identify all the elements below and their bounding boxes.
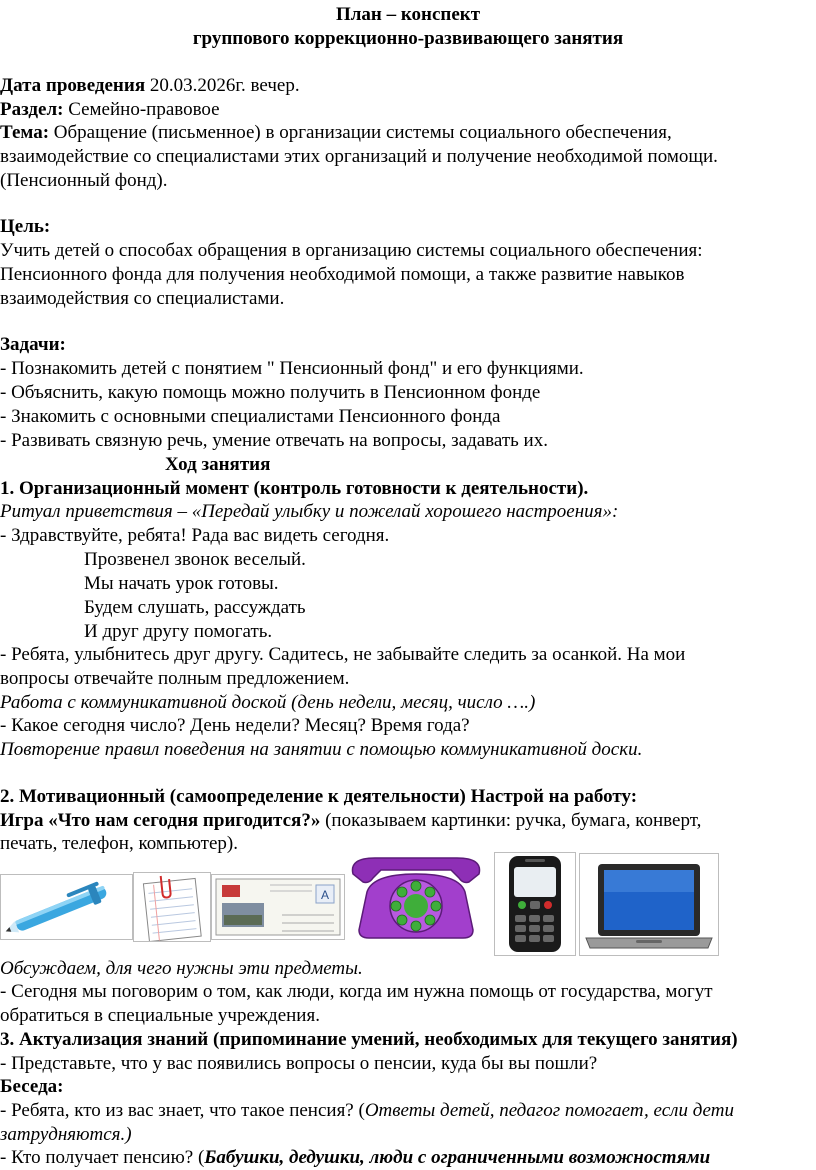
rotary-phone-picture bbox=[345, 852, 488, 942]
rotary-phone-icon bbox=[345, 852, 488, 942]
paper-icon bbox=[134, 873, 210, 941]
task-item: - Объяснить, какую помощь можно получить в Пенсионном фонде bbox=[0, 382, 541, 403]
envelope-icon bbox=[212, 875, 344, 939]
task-item: - Познакомить детей с понятием " Пенсионный фонд" и его функциями. bbox=[0, 358, 584, 379]
topic-text-1: Обращение (письменное) в организации системы социального обеспечения, bbox=[49, 122, 672, 143]
section-1-heading: 1. Организационный момент (контроль готовности к деятельности). bbox=[0, 478, 589, 499]
date-label: Дата проведения bbox=[0, 75, 146, 96]
section-3-heading: 3. Актуализация знаний (припоминание умений, необходимых для текущего занятия) bbox=[0, 1029, 738, 1050]
stamp-label: A bbox=[320, 888, 330, 902]
q2-text: - Кто получает пенсию? ( bbox=[0, 1147, 205, 1168]
topic-line-3: (Пенсионный фонд). bbox=[0, 170, 168, 191]
board-line: Работа с коммуникативной доской (день недели, месяц, число ….) bbox=[0, 692, 536, 713]
greeting-line: - Здравствуйте, ребята! Рада вас видеть сегодня. bbox=[0, 525, 390, 546]
today-line-1: - Сегодня мы поговорим о том, как люди, когда им нужна помощь от государства, могут bbox=[0, 981, 713, 1002]
lesson-heading: Ход занятия bbox=[165, 454, 271, 475]
section-line bbox=[0, 98, 220, 122]
task-item: - Знакомить с основными специалистами Пенсионного фонда bbox=[0, 406, 501, 427]
game-line bbox=[0, 809, 701, 833]
game-line-2: печать, телефон, компьютер). bbox=[0, 833, 238, 854]
mobile-phone-icon bbox=[495, 853, 575, 955]
q1-italic-line-2: затрудняются.) bbox=[0, 1124, 132, 1145]
section-value: Семейно-правовое bbox=[63, 99, 220, 120]
topic-line-2: взаимодействие со специалистами этих организаций и получение необходимой помощи. bbox=[0, 146, 718, 167]
tasks-label: Задачи: bbox=[0, 334, 66, 355]
game-label: Игра «Что нам сегодня пригодится?» bbox=[0, 810, 321, 831]
goal-line-3: взаимодействия со специалистами. bbox=[0, 288, 285, 309]
pen-icon bbox=[1, 875, 132, 939]
q1-text: - Ребята, кто из вас знает, что такое пенсия? ( bbox=[0, 1100, 365, 1121]
q2-bold-italic: Бабушки, дедушки, люди с ограниченными возможностями bbox=[204, 1147, 711, 1168]
today-line-2: обратиться в специальные учреждения. bbox=[0, 1005, 320, 1026]
poem-line: Мы начать урок готовы. bbox=[84, 573, 279, 594]
topic-label: Тема: bbox=[0, 122, 50, 143]
q1-line bbox=[0, 1099, 734, 1123]
rules-line: Повторение правил поведения на занятии с помощью коммуникативной доски. bbox=[0, 739, 643, 760]
mobile-phone-picture bbox=[494, 852, 576, 956]
pen-picture bbox=[0, 874, 133, 940]
date-line bbox=[0, 74, 300, 98]
paper-picture bbox=[133, 872, 211, 942]
date-value: 20.03.2026г. вечер. bbox=[145, 75, 300, 96]
title-line-2: группового коррекционно-развивающего занятия bbox=[192, 28, 624, 49]
discuss-line: Обсуждаем, для чего нужны эти предметы. bbox=[0, 958, 363, 979]
envelope-picture bbox=[211, 874, 345, 940]
poem-line: Будем слушать, рассуждать bbox=[84, 597, 306, 618]
goal-line-1: Учить детей о способах обращения в организацию системы социального обеспечения: bbox=[0, 240, 703, 261]
laptop-icon bbox=[580, 854, 718, 955]
questions-line: - Какое сегодня число? День недели? Месяц? Время года? bbox=[0, 715, 470, 736]
ritual-line: Ритуал приветствия – «Передай улыбку и пожелай хорошего настроения»: bbox=[0, 501, 619, 522]
goal-line-2: Пенсионного фонда для получения необходимой помощи, а также развитие навыков bbox=[0, 264, 685, 285]
talk-label: Беседа: bbox=[0, 1076, 64, 1097]
q2-line bbox=[0, 1146, 710, 1170]
task-item: - Развивать связную речь, умение отвечать на вопросы, задавать их. bbox=[0, 430, 548, 451]
smile-line-2: вопросы отвечайте полным предложением. bbox=[0, 668, 350, 689]
topic-line-1 bbox=[0, 121, 672, 145]
laptop-picture bbox=[579, 853, 719, 956]
section-2-heading: 2. Мотивационный (самоопределение к деятельности) Настрой на работу: bbox=[0, 786, 638, 807]
q1-italic: Ответы детей, педагог помогает, если дети bbox=[364, 1100, 734, 1121]
game-text: (показываем картинки: ручка, бумага, конверт, bbox=[320, 810, 702, 831]
goal-label: Цель: bbox=[0, 216, 51, 237]
poem-line: Прозвенел звонок веселый. bbox=[84, 549, 306, 570]
section-label: Раздел: bbox=[0, 99, 64, 120]
pension-question-line: - Представьте, что у вас появились вопросы о пенсии, куда бы вы пошли? bbox=[0, 1053, 598, 1074]
title-line-1: План – конспект bbox=[335, 4, 481, 25]
smile-line-1: - Ребята, улыбнитесь друг другу. Садитесь, не забывайте следить за осанкой. На мои bbox=[0, 644, 686, 665]
poem-line: И друг другу помогать. bbox=[84, 621, 273, 642]
